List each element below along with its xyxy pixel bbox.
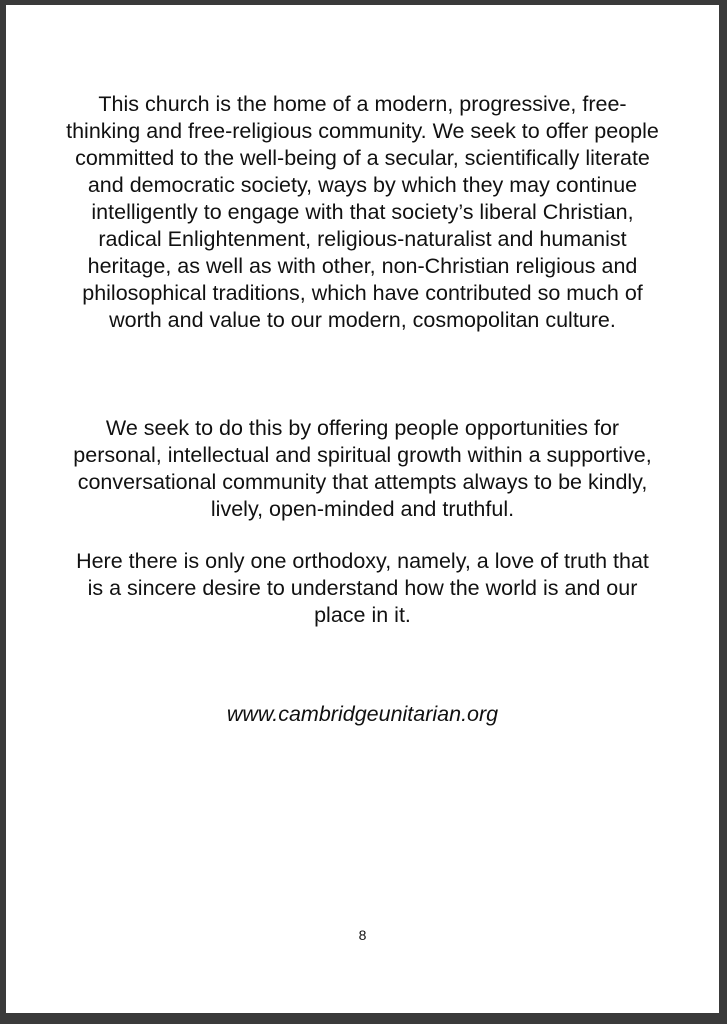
website-url: www.cambridgeunitarian.org <box>226 702 499 726</box>
orthodoxy-paragraph: Here there is only one orthodoxy, namely, a love of truth that is a sincere desire to understand how the world is and our place in it. <box>76 549 649 627</box>
intro-paragraph: This church is the home of a modern, progressive, free-thinking and free-religious community. We seek to offer people committed to the well-being of a secular, scientifically literate and democratic society, ways by which they may continue intelligently to engage with that society’s liberal Christian, radical Enlightenment, religious-naturalist and humanist heritage, as well as with other, non-Christian religious and philosophical traditions, which have contributed so much of worth and value to our modern, cosmopolitan culture. <box>66 92 659 332</box>
page-number: 8 <box>358 927 367 943</box>
mission-paragraph: We seek to do this by offering people opportunities for personal, intellectual and spiritual growth within a supportive, conversational community that attempts always to be kindly, lively, open-minded and truthful. <box>73 416 652 521</box>
document-page <box>6 5 719 1013</box>
